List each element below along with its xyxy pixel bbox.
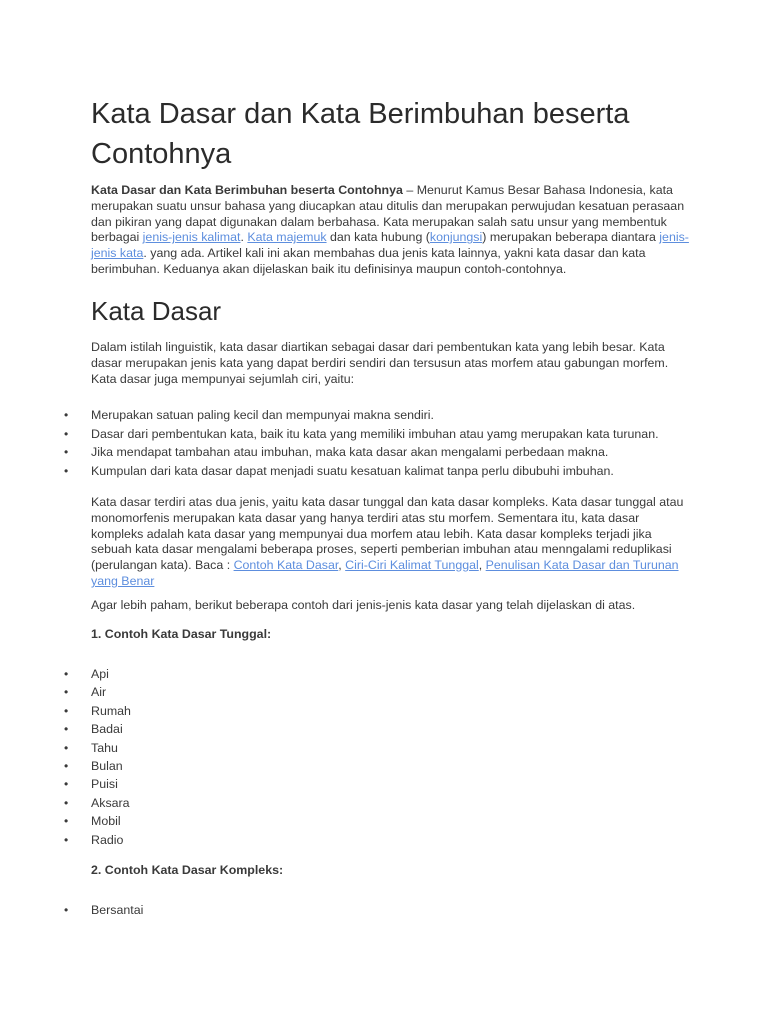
article-title: Kata Dasar dan Kata Berimbuhan beserta Contohnya — [91, 98, 630, 170]
list-item: • Tahu — [0, 739, 700, 757]
subheading-kata-dasar-kompleks: 2. Contoh Kata Dasar Kompleks: — [91, 863, 284, 877]
link-penulisan-kata-dasar[interactable]: Penulisan Kata Dasar dan Turunan yang Benar — [91, 558, 679, 588]
jenis-paragraph — [91, 495, 691, 590]
intro-paragraph — [91, 183, 691, 278]
ciri-list — [0, 406, 700, 480]
list-item: • Bulan — [0, 757, 700, 775]
separator: , — [478, 558, 486, 573]
list-item: • Radio — [0, 831, 700, 849]
definition-paragraph: Dalam istilah linguistik, kata dasar diartikan sebagai dasar dari pembentukan kata yang lebih besar. Kata dasar merupakan jenis kata yang dapat berdiri sendiri dan tersusun atas morfem atau gabungan morfem. Kata dasar juga mempunyai sejumlah ciri, yaitu: — [91, 340, 669, 386]
list-item: • Mobil — [0, 812, 700, 830]
link-jenis-jenis-kata[interactable]: jenis-jenis kata — [91, 230, 689, 261]
agar-paragraph: Agar lebih paham, berikut beberapa contoh dari jenis-jenis kata dasar yang telah dijelaskan di atas. — [91, 598, 636, 612]
list-item: • Dasar dari pembentukan kata, baik itu kata yang memiliki imbuhan atau yamg merupakan kata turunan. — [0, 425, 700, 444]
list-item: • Api — [0, 665, 700, 683]
list-item: • Bersantai — [0, 901, 700, 919]
list-item: • Rumah — [0, 702, 700, 720]
intro-text: . — [240, 230, 248, 245]
intro-text: ) merupakan beberapa diantara — [482, 230, 660, 245]
intro-lead-bold: Kata Dasar dan Kata Berimbuhan beserta Contohnya — [91, 183, 403, 197]
jenis-text: Kata dasar terdiri atas dua jenis, yaitu kata dasar tunggal dan kata dasar kompleks. Kata dasar tunggal atau monomorfenis merupakan kata dasar yang hanya terdiri atas stu morfem. Sementara itu, kata dasar kompleks adalah kata dasar yang mempunyai dua morfem atau lebih. Kata dasar kompleks terjadi jika sebuah kata dasar mengalami beberapa proses, seperti pemberian imbuhan atau menngalami reduplikasi (perulangan kata). Baca : — [91, 495, 684, 573]
link-kata-majemuk[interactable]: Kata majemuk — [247, 230, 327, 245]
intro-text: . yang ada. Artikel kali ini akan membahas dua jenis kata lainnya, yakni kata dasar dan kata berimbuhan. Keduanya akan dijelaskan baik itu definisinya maupun contoh-contohnya. — [91, 246, 646, 276]
intro-text: dan kata hubung ( — [326, 230, 430, 245]
list-item: • Jika mendapat tambahan atau imbuhan, maka kata dasar akan mengalami perbedaan makna. — [0, 443, 700, 462]
list-item: • Air — [0, 683, 700, 701]
subheading-kata-dasar-tunggal: 1. Contoh Kata Dasar Tunggal: — [91, 627, 272, 641]
tunggal-list — [0, 665, 700, 849]
intro-text: – Menurut Kamus Besar Bahasa Indonesia, kata merupakan suatu unsur bahasa yang diucapkan atau ditulis dan merupakan perwujudan kesatuan perasaan dan pikiran yang dapat digunakan dalam berbahasa. Kata merupakan salah satu unsur yang membentuk berbagai — [91, 183, 685, 245]
kompleks-list — [0, 901, 700, 919]
link-ciri-ciri-kalimat-tunggal[interactable]: Ciri-Ciri Kalimat Tunggal — [345, 558, 479, 573]
list-item: • Aksara — [0, 794, 700, 812]
link-contoh-kata-dasar[interactable]: Contoh Kata Dasar — [233, 558, 339, 573]
list-item: • Badai — [0, 720, 700, 738]
list-item: • Kumpulan dari kata dasar dapat menjadi suatu kesatuan kalimat tanpa perlu dibubuhi imbuhan. — [0, 462, 700, 481]
list-item: • Puisi — [0, 775, 700, 793]
separator: , — [338, 558, 346, 573]
list-item: • Merupakan satuan paling kecil dan mempunyai makna sendiri. — [0, 406, 700, 425]
link-jenis-jenis-kalimat[interactable]: jenis-jenis kalimat — [142, 230, 241, 245]
section-heading-kata-dasar: Kata Dasar — [91, 296, 222, 326]
link-konjungsi[interactable]: konjungsi — [429, 230, 483, 245]
